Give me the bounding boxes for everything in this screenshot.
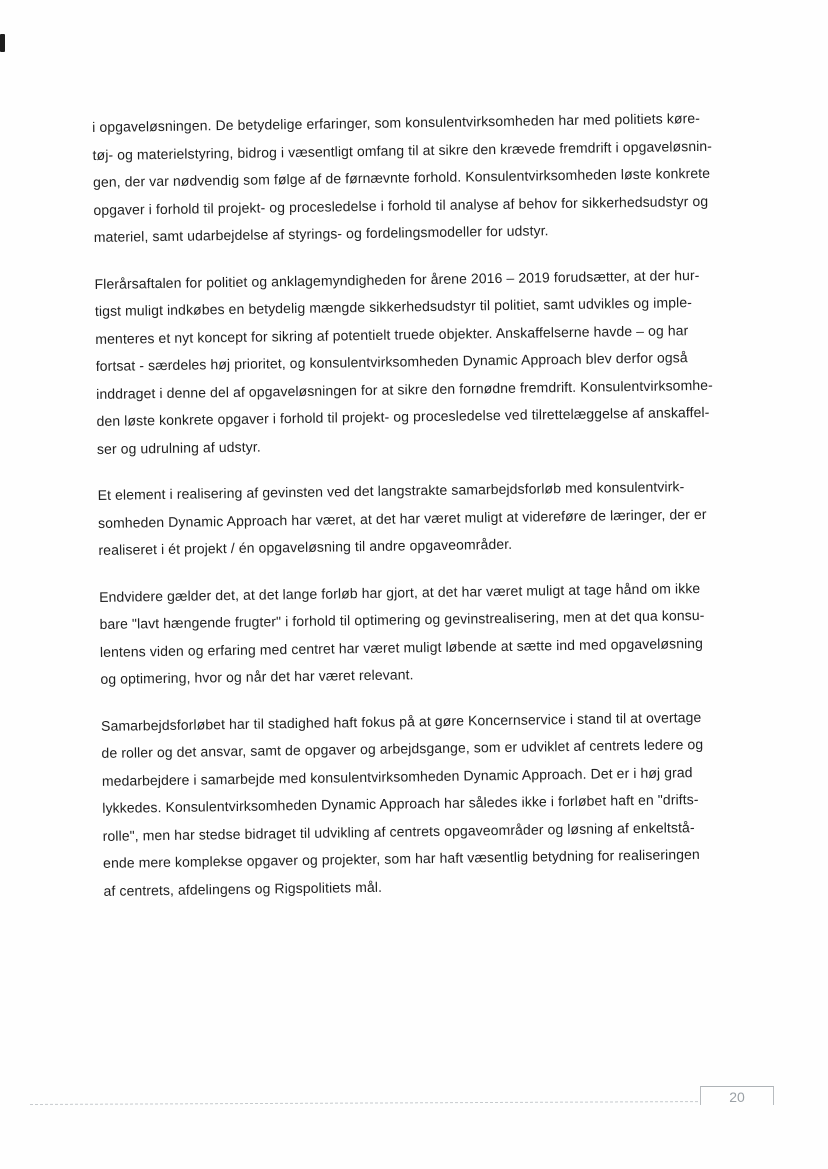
- paragraph-line: lykkedes. Konsulentvirksomheden Dynamic Approach har således ikke i forløbet haft en "drifts-: [102, 791, 699, 816]
- paragraph-line: materiel, samt udarbejdelse af styrings- og fordelingsmodeller for udstyr.: [93, 222, 549, 245]
- paragraph-line: den løste konkrete opgaver i forhold til projekt- og procesledelse ved tilrettelæggelse af anskaffel-: [96, 403, 710, 429]
- paragraph-line: inddraget i denne del af opgaveløsningen for at sikre den fornødne fremdrift. Konsulentvirksomhe-: [96, 376, 713, 402]
- paragraph-line: realiseret i ét projekt / én opgaveløsning til andre opgaveområder.: [98, 535, 513, 558]
- paragraph-line: rolle", men har stedse bidraget til udvikling af centrets opgaveområder og løsning af enkeltstå-: [102, 818, 695, 844]
- document-body: [92, 104, 774, 924]
- paragraph-line: menteres et nyt koncept for sikring af potentielt truede objekter. Anskaffelserne havde – og har: [95, 321, 689, 347]
- paragraph-line: af centrets, afdelingens og Rigspolitiets mål.: [103, 878, 383, 899]
- paragraph: [97, 472, 768, 564]
- footer-rule: [30, 1101, 698, 1105]
- paragraph-line: fortsat - særdeles høj prioritet, og konsulentvirksomheden Dynamic Approach blev derfor også: [95, 349, 688, 374]
- paragraph-line: Flerårsaftalen for politiet og anklagemyndigheden for årene 2016 – 2019 forudsætter, at der hur-: [94, 266, 700, 292]
- page-number: 20: [729, 1089, 745, 1105]
- paragraph-line: tøj- og materielstyring, bidrog i væsentligt omfang til at sikre den krævede fremdrift i opgaveløsnin-: [92, 137, 713, 163]
- paragraph-line: Samarbejdsforløbet har til stadighed haft fokus på at gøre Koncernservice i stand til at overtage: [100, 708, 702, 734]
- paragraph: [101, 702, 774, 904]
- paragraph-line: medarbejdere i samarbejde med konsulentvirksomheden Dynamic Approach. Det er i høj grad: [101, 763, 693, 789]
- paragraph-line: opgaver i forhold til projekt- og procesledelse i forhold til analyse af behov for sikkerhedsudstyr og: [93, 192, 709, 218]
- paragraph: [92, 104, 764, 251]
- paragraph-line: gen, der var nødvendig som følge af de førnævnte forhold. Konsulentvirksomheden løste konkrete: [92, 164, 711, 190]
- paragraph-line: bare "lavt hængende frugter" i forhold til optimering og gevinstrealisering, men at det qua konsu-: [99, 606, 705, 632]
- paragraph-line: ende mere komplekse opgaver og projekter, som har haft væsentlig betydning for realiseringen: [102, 846, 700, 871]
- paragraph-line: lentens viden og erfaring med centret har været muligt løbende at sætte ind med opgaveløsning: [99, 634, 704, 660]
- paragraph-line: i opgaveløsningen. De betydelige erfaringer, som konsulentvirksomheden har med politiets køre-: [92, 109, 701, 135]
- page-number-box: [700, 1086, 774, 1105]
- paragraph-line: Et element i realisering af gevinsten ved det langstrakte samarbejdsforløb med konsulentvirk-: [97, 478, 685, 503]
- paragraph-line: ser og udrulning af udstyr.: [96, 438, 261, 457]
- paragraph-line: de roller og det ansvar, samt de opgaver og arbejdsgange, som er udviklet af centrets ledere og: [101, 736, 704, 761]
- paragraph-line: Endvidere gælder det, at det lange forløb har gjort, at det har været muligt at tage hånd om ikke: [99, 579, 701, 605]
- paragraph-line: somheden Dynamic Approach har været, at det har været muligt at videreføre de læringer, der er: [97, 505, 707, 531]
- scan-artifact: [0, 34, 5, 52]
- paragraph: [99, 574, 771, 694]
- paragraph: [94, 261, 767, 463]
- paragraph-line: og optimering, hvor og når det har været relevant.: [100, 666, 414, 687]
- paragraph-line: tigst muligt indkøbes en betydelig mængde sikkerhedsudstyr til politiet, samt udvikles og imple-: [94, 294, 693, 319]
